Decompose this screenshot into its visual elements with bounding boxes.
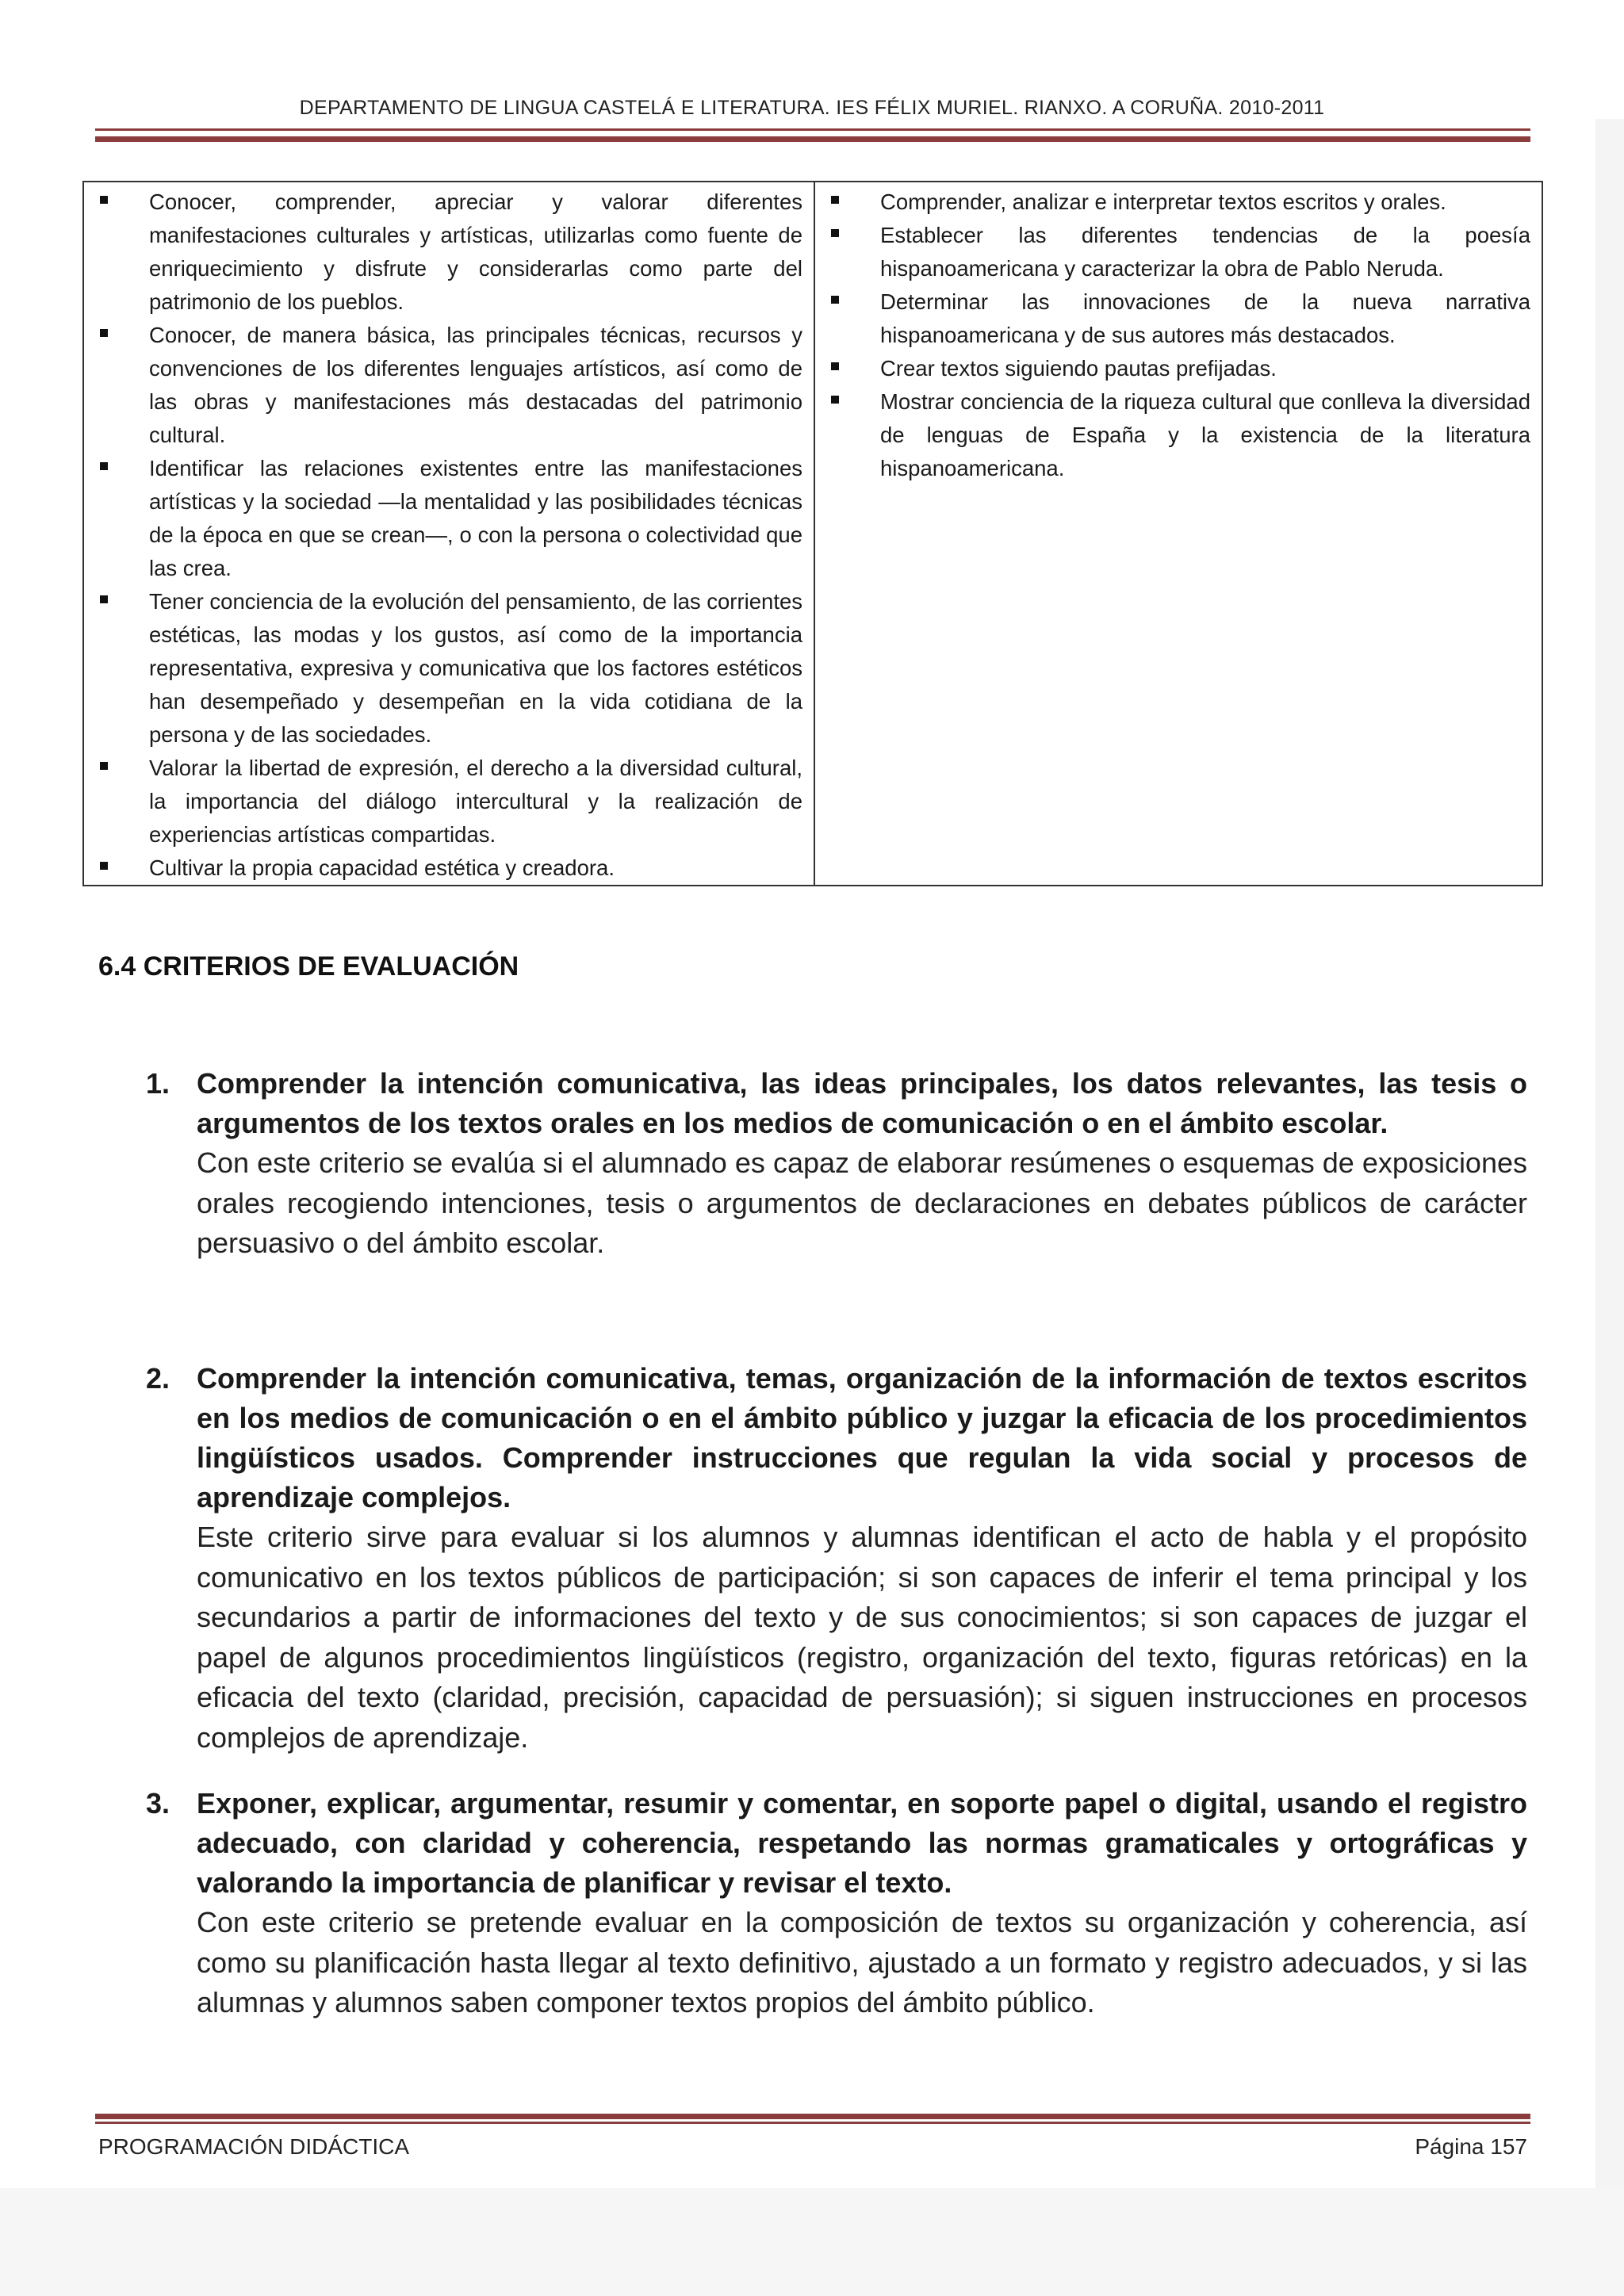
page-margin-right	[1595, 119, 1624, 2296]
header-rule-thick	[95, 136, 1530, 142]
list-item-text: Mostrar conciencia de la riqueza cultural que conlleva la diversidad de lenguas de España y la existencia de la literatura hispanoamericana.	[880, 389, 1530, 480]
criterion-description: Este criterio sirve para evaluar si los alumnos y alumnas identifican el acto de habla y el propósito comunicativo en los textos públicos de participación; si son capaces de inferir el tema principal y los secundarios a partir de informaciones del texto y de sus conocimientos; si son capaces de juzgar el papel de algunos procedimientos lingüísticos (registro, organización del texto, figuras retóricas) en la eficacia del texto (claridad, precisión, capacidad de persuasión); si siguen instrucciones en procesos complejos de aprendizaje.	[197, 1521, 1527, 1754]
list-item-text: Conocer, de manera básica, las principales técnicas, recursos y convenciones de los diferentes lenguajes artísticos, así como de las obras y manifestaciones más destacadas del patrimonio cultural.	[149, 323, 802, 447]
list-item	[815, 186, 1530, 219]
footer-document-title: PROGRAMACIÓN DIDÁCTICA	[98, 2134, 410, 2159]
list-item-text: Determinar las innovaciones de la nueva narrativa hispanoamericana y de sus autores más destacados.	[880, 289, 1530, 347]
square-bullet-icon	[831, 229, 839, 237]
objectives-right-column	[814, 182, 1542, 886]
list-item	[815, 285, 1530, 352]
list-item	[84, 851, 802, 885]
list-item	[84, 585, 802, 752]
objectives-table	[82, 181, 1543, 886]
criterion-1	[146, 1064, 1527, 1264]
list-item-text: Establecer las diferentes tendencias de la poesía hispanoamericana y caracterizar la obra de Pablo Neruda.	[880, 223, 1530, 281]
list-item-text: Identificar las relaciones existentes entre las manifestaciones artísticas y la sociedad —la mentalidad y las posibilidades técnicas de la época en que se crean—, o con la persona o colectividad que las crea.	[149, 456, 802, 580]
criterion-number: 3.	[146, 1787, 170, 1820]
square-bullet-icon	[831, 296, 839, 304]
footer-rule-thin	[95, 2122, 1530, 2124]
criterion-2	[146, 1359, 1527, 1758]
list-item	[84, 752, 802, 851]
criterion-title: Exponer, explicar, argumentar, resumir y comentar, en soporte papel o digital, usando el registro adecuado, con claridad y coherencia, respetando las normas gramaticales y ortográficas y valorando la importancia de planificar y revisar el texto.	[197, 1787, 1527, 1899]
objectives-left-column	[83, 182, 814, 886]
header-rule-thin	[95, 128, 1530, 131]
criterion-description: Con este criterio se evalúa si el alumnado es capaz de elaborar resúmenes o esquemas de exposiciones orales recogiendo intenciones, tesis o argumentos de declaraciones en debates públicos de carácter persuasivo o del ámbito escolar.	[197, 1146, 1527, 1259]
list-item-text: Cultivar la propia capacidad estética y creadora.	[149, 855, 615, 880]
list-item-text: Crear textos siguiendo pautas prefijadas.	[880, 356, 1277, 381]
page-header: DEPARTAMENTO DE LINGUA CASTELÁ E LITERATURA. IES FÉLIX MURIEL. RIANXO. A CORUÑA. 2010-2011	[299, 97, 1325, 119]
criterion-title: Comprender la intención comunicativa, las ideas principales, los datos relevantes, las tesis o argumentos de los textos orales en los medios de comunicación o en el ámbito escolar.	[197, 1067, 1527, 1139]
square-bullet-icon	[831, 196, 839, 204]
square-bullet-icon	[100, 595, 108, 603]
list-item	[84, 319, 802, 452]
square-bullet-icon	[100, 196, 108, 204]
square-bullet-icon	[100, 862, 108, 870]
section-heading: 6.4 CRITERIOS DE EVALUACIÓN	[98, 951, 519, 982]
square-bullet-icon	[831, 396, 839, 404]
criterion-description: Con este criterio se pretende evaluar en la composición de textos su organización y coherencia, así como su planificación hasta llegar al texto definitivo, ajustado a un formato y registro adecuados, y si las alumnas y alumnos saben componer textos propios del ámbito público.	[197, 1906, 1527, 2019]
criterion-3	[146, 1784, 1527, 2023]
footer-rule-thick	[95, 2114, 1530, 2119]
footer-page-number: Página 157	[1415, 2134, 1527, 2159]
list-item	[84, 452, 802, 585]
square-bullet-icon	[100, 329, 108, 337]
criterion-number: 2.	[146, 1362, 170, 1395]
square-bullet-icon	[831, 362, 839, 370]
list-item-text: Comprender, analizar e interpretar textos escritos y orales.	[880, 189, 1446, 214]
left-bullet-list	[84, 182, 814, 885]
criterion-number: 1.	[146, 1067, 170, 1100]
list-item	[815, 219, 1530, 285]
list-item-text: Conocer, comprender, apreciar y valorar diferentes manifestaciones culturales y artísticas, utilizarlas como fuente de enriquecimiento y disfrute y considerarlas como parte del patrimonio de los pueblos.	[149, 189, 802, 314]
list-item-text: Valorar la libertad de expresión, el derecho a la diversidad cultural, la importancia del diálogo intercultural y la realización de experiencias artísticas compartidas.	[149, 756, 802, 847]
objectives-row	[83, 182, 1542, 886]
square-bullet-icon	[100, 762, 108, 770]
right-bullet-list	[815, 182, 1542, 485]
list-item-text: Tener conciencia de la evolución del pensamiento, de las corrientes estéticas, las modas y los gustos, así como de la importancia representativa, expresiva y comunicativa que los factores estéticos han desempeñado y desempeñan en la vida cotidiana de la persona y de las sociedades.	[149, 589, 802, 747]
list-item	[815, 385, 1530, 485]
square-bullet-icon	[100, 462, 108, 470]
criterion-title: Comprender la intención comunicativa, temas, organización de la información de textos escritos en los medios de comunicación o en el ámbito público y juzgar la eficacia de los procedimientos lingüísticos usados. Comprender instrucciones que regulan la vida social y procesos de aprendizaje complejos.	[197, 1362, 1527, 1513]
list-item	[815, 352, 1530, 385]
list-item	[84, 186, 802, 319]
page-bottom-margin	[0, 2188, 1624, 2296]
